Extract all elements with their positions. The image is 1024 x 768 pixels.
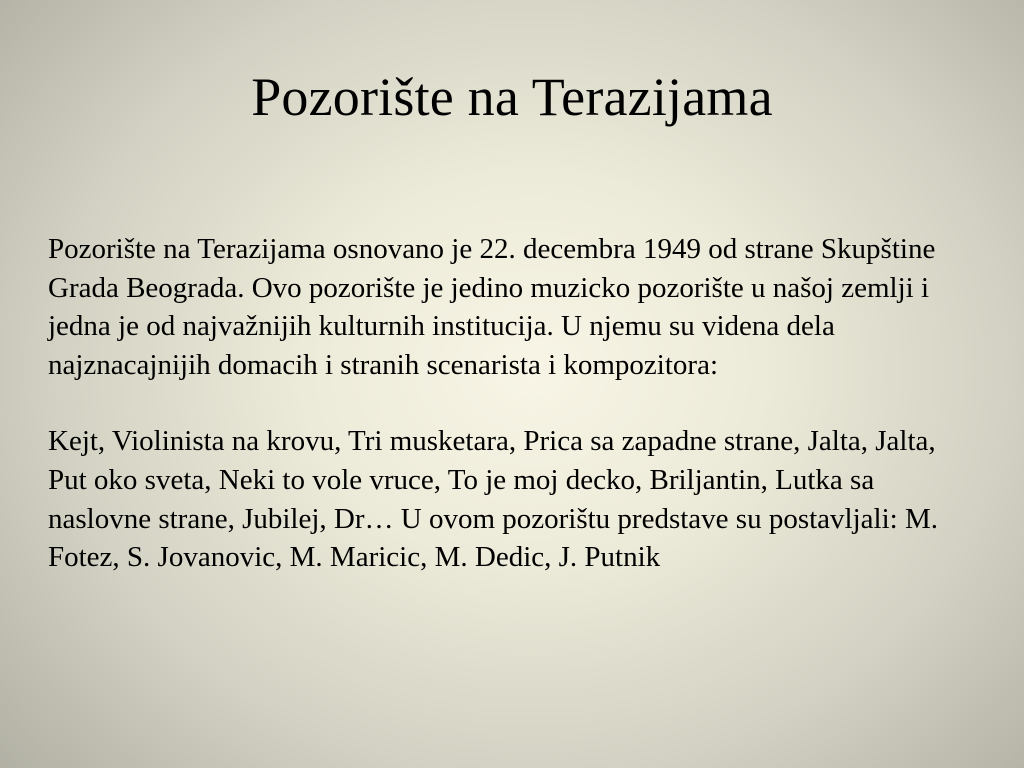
performances-paragraph: Kejt, Violinista na krovu, Tri musketara, Prica sa zapadne strane, Jalta, Jalta, Put oko sveta, Neki to vole vruce, To je moj decko, Briljantin, Lutka sa naslovne strane, Jubilej, Dr… U ovom pozorištu predstave su postavljali: M. Fotez, S. Jovanovic, M. Maricic, M. Dedic, J. Putnik: [48, 425, 938, 574]
slide-title: Pozorište na Terazijama: [251, 67, 773, 127]
slide-body: [48, 230, 978, 577]
intro-paragraph: Pozorište na Terazijama osnovano je 22. decembra 1949 od strane Skupštine Grada Beograda. Ovo pozorište je jedino muzicko pozorište u našoj zemlji i jedna je od najvažnijih kulturnih institucija. U njemu su videna dela najznacajnijih domacih i stranih scenarista i kompozitora:: [48, 233, 936, 381]
